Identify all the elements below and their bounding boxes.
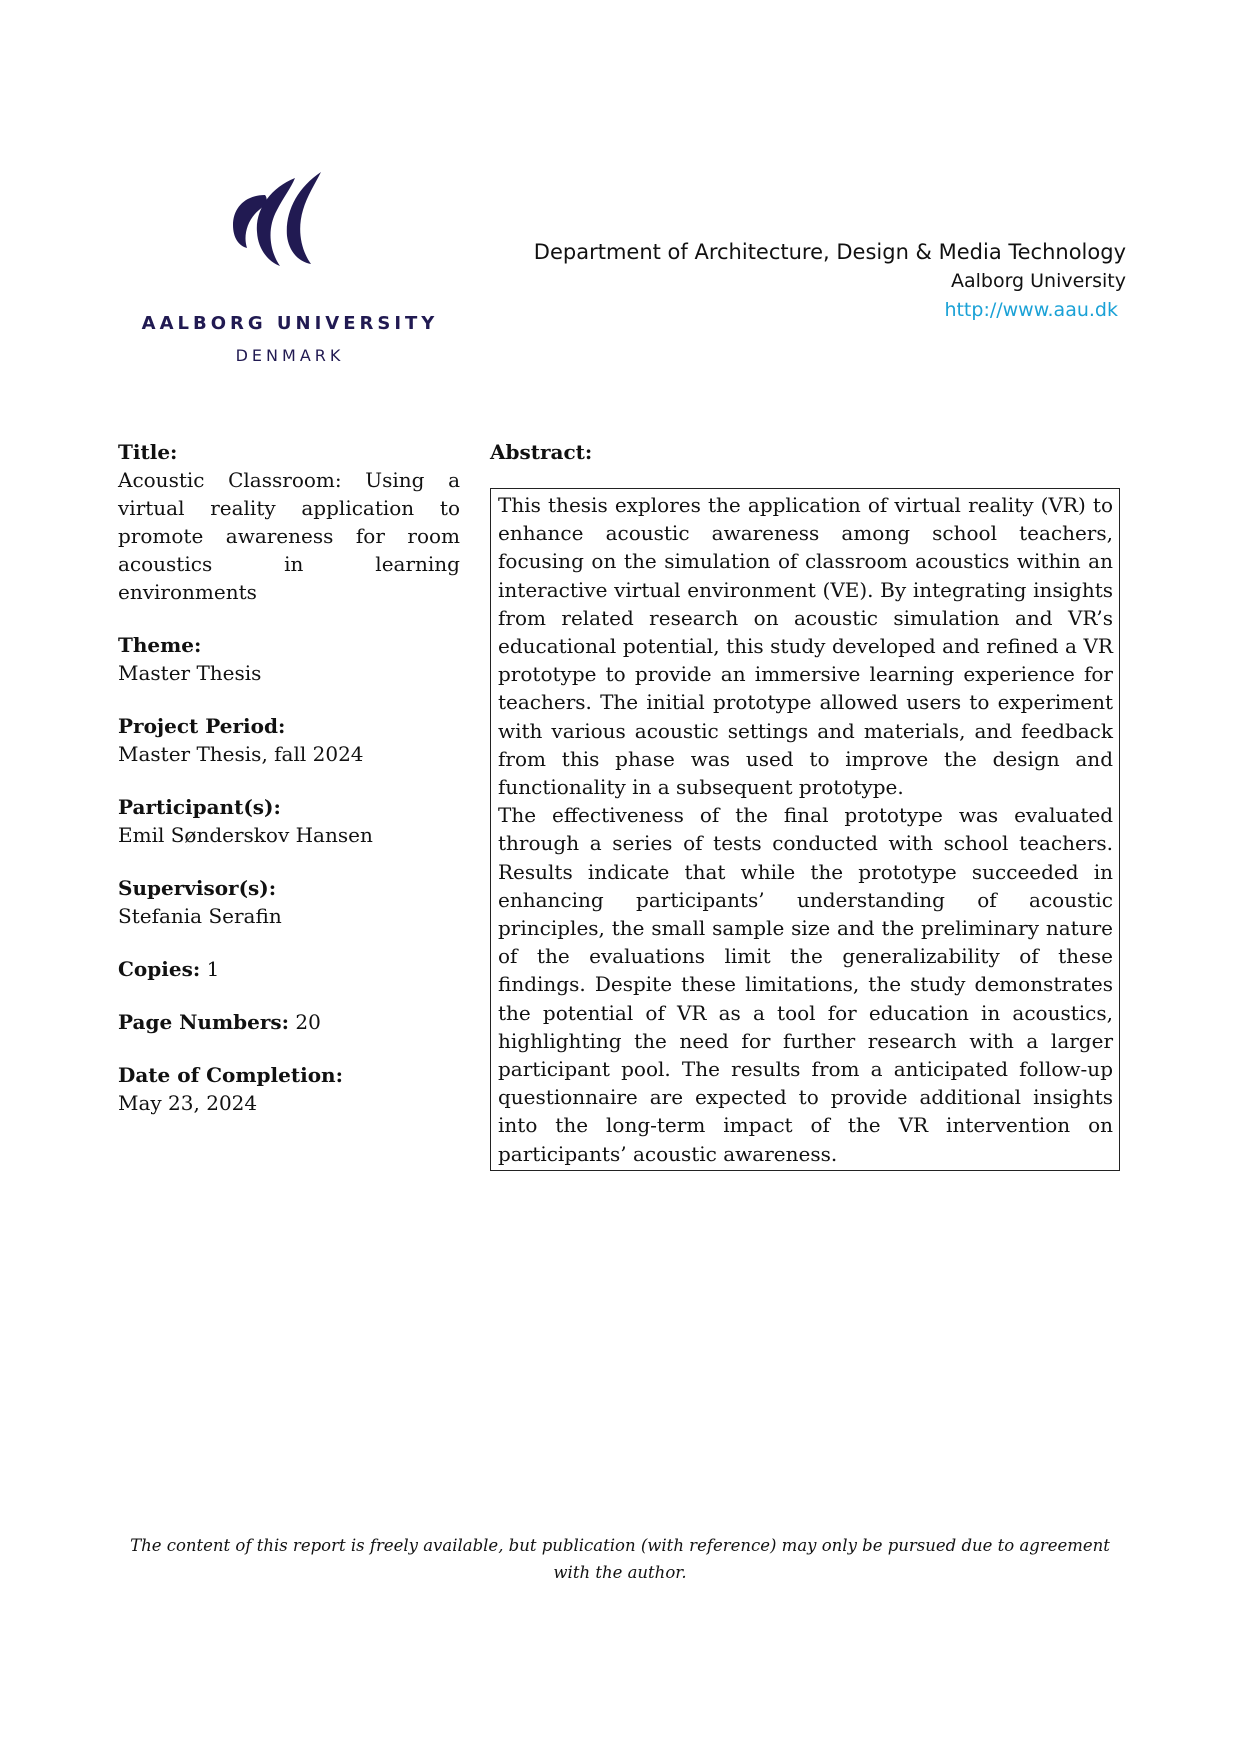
copies-label: Copies: <box>118 957 201 981</box>
theme-value: Master Thesis <box>118 661 262 685</box>
title-value: Acoustic Classroom: Using a virtual reality application to promote awareness for room acoustics in learning environments <box>118 468 460 604</box>
logo-country: DENMARK <box>235 346 345 365</box>
abstract-label: Abstract: <box>490 440 593 464</box>
aau-wave-icon <box>225 170 335 280</box>
title-field <box>118 438 460 606</box>
department-name: Department of Architecture, Design & Media Technology <box>533 240 1126 264</box>
date-field <box>118 1061 460 1117</box>
date-value: May 23, 2024 <box>118 1091 258 1115</box>
page-numbers-field <box>118 1008 460 1036</box>
logo-university-name: AALBORG UNIVERSITY <box>141 313 439 334</box>
participants-label: Participant(s): <box>118 795 281 819</box>
abstract-box <box>490 488 1120 1171</box>
project-period-field <box>118 712 460 768</box>
participants-value: Emil Sønderskov Hansen <box>118 823 373 847</box>
abstract-paragraph: The effectiveness of the final prototype was evaluated through a series of tests conducted with school teachers. Results indicate that while the prototype succeeded in enhancing participants’ understanding of acoustic principles, the small sample size and the preliminary nature of the evaluations limit the generalizability of these findings. Despite these limitations, the study demonstrates the potential of VR as a tool for education in acoustics, highlighting the need for further research with a larger participant pool. The results from a anticipated follow-up questionnaire are expected to provide additional insights into the long-term impact of the VR intervention on participants’ acoustic awareness. <box>498 803 1113 1166</box>
page-numbers-label: Page Numbers: <box>118 1010 290 1034</box>
project-period-label: Project Period: <box>118 714 286 738</box>
date-label: Date of Completion: <box>118 1063 343 1087</box>
project-period-value: Master Thesis, fall 2024 <box>118 742 364 766</box>
page-numbers-value: 20 <box>295 1010 321 1034</box>
supervisors-value: Stefania Serafin <box>118 904 282 928</box>
theme-label: Theme: <box>118 633 202 657</box>
university-name: Aalborg University <box>950 270 1126 292</box>
copies-value: 1 <box>206 957 220 981</box>
footer-notice: The content of this report is freely available, but publication (with reference) may only be pursued due to agreement with the author. <box>130 1536 1110 1582</box>
thesis-info <box>118 438 460 1142</box>
participants-field <box>118 793 460 849</box>
supervisors-field <box>118 874 460 930</box>
supervisors-label: Supervisor(s): <box>118 876 277 900</box>
title-label: Title: <box>118 440 178 464</box>
theme-field <box>118 631 460 687</box>
department-header <box>534 238 1126 325</box>
university-logo <box>140 170 440 370</box>
abstract-paragraph: This thesis explores the application of virtual reality (VR) to enhance acoustic awareness among school teachers, focusing on the simulation of classroom acoustics within an interactive virtual environment (VE). By integrating insights from related research on acoustic simulation and VR’s educational potential, this study developed and refined a VR prototype to provide an immersive learning experience for teachers. The initial prototype allowed users to experiment with various acoustic settings and materials, and feedback from this phase was used to improve the design and functionality in a subsequent prototype. <box>498 493 1113 800</box>
copies-field <box>118 955 460 983</box>
university-link[interactable]: http://www.aau.dk <box>944 299 1118 321</box>
